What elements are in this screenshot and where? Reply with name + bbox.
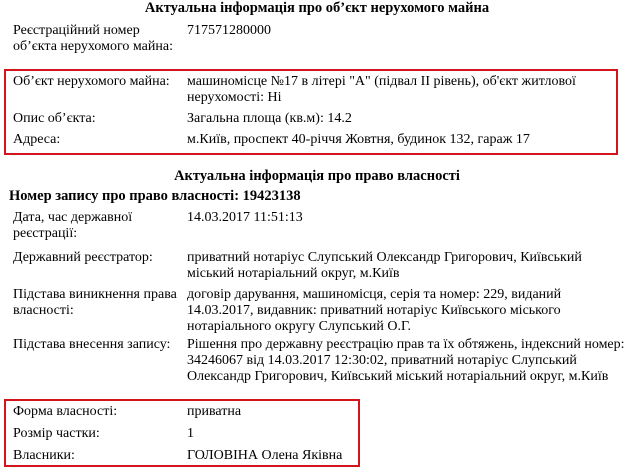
share-size-label: Розмір частки: bbox=[13, 426, 100, 441]
record-number-heading: Номер запису про право власності: 19423138 bbox=[9, 188, 301, 204]
object-description-label: Опис об’єкта: bbox=[13, 111, 96, 126]
registrar-value: приватний нотаріус Слупський Олександр Григорович, Київський міський нотаріальний округ, м.Київ bbox=[187, 250, 582, 281]
ownership-form-label: Форма власності: bbox=[13, 404, 118, 419]
address-label: Адреса: bbox=[13, 132, 61, 147]
object-description-value: Загальна площа (кв.м): 14.2 bbox=[187, 111, 352, 126]
share-size-value: 1 bbox=[187, 426, 194, 441]
ownership-basis-label: Підстава виникнення права власності: bbox=[13, 287, 177, 318]
object-label: Об’єкт нерухомого майна: bbox=[13, 74, 170, 89]
address-value: м.Київ, проспект 40-річчя Жовтня, будинок 132, гараж 17 bbox=[187, 132, 530, 147]
record-basis-value: Рішення про державну реєстрацію прав та їх обтяжень, індексний номер: 34246067 від 14.03.2017 12:30:02, приватний нотаріус Слупський Олександр Григорович, Київський міський нотаріальний округ, м.Київ bbox=[187, 337, 625, 384]
registrar-label: Державний реєстратор: bbox=[13, 250, 153, 265]
registration-number-value: 717571280000 bbox=[187, 23, 271, 38]
record-basis-label: Підстава внесення запису: bbox=[13, 337, 171, 352]
object-value: машиномісце №17 в літері "А" (підвал ІІ рівень), об'єкт житлової нерухомості: Ні bbox=[187, 74, 576, 105]
registration-number-label: Реєстраційний номер об’єкта нерухомого майна: bbox=[13, 23, 173, 54]
owners-label: Власники: bbox=[13, 448, 75, 463]
object-section-title: Актуальна інформація про об’єкт нерухомого майна bbox=[144, 0, 490, 16]
ownership-basis-value: договір дарування, машиномісця, серія та номер: 229, виданий 14.03.2017, видавник: приватний нотаріус Київського міського нотаріального округу Слупський О.Г. bbox=[187, 287, 562, 334]
ownership-form-value: приватна bbox=[187, 404, 242, 419]
owners-value: ГОЛОВІНА Олена Яківна bbox=[187, 448, 343, 463]
registration-date-value: 14.03.2017 11:51:13 bbox=[187, 210, 303, 225]
registration-date-label: Дата, час державної реєстрації: bbox=[13, 210, 133, 241]
ownership-section-title: Актуальна інформація про право власності bbox=[174, 168, 460, 184]
